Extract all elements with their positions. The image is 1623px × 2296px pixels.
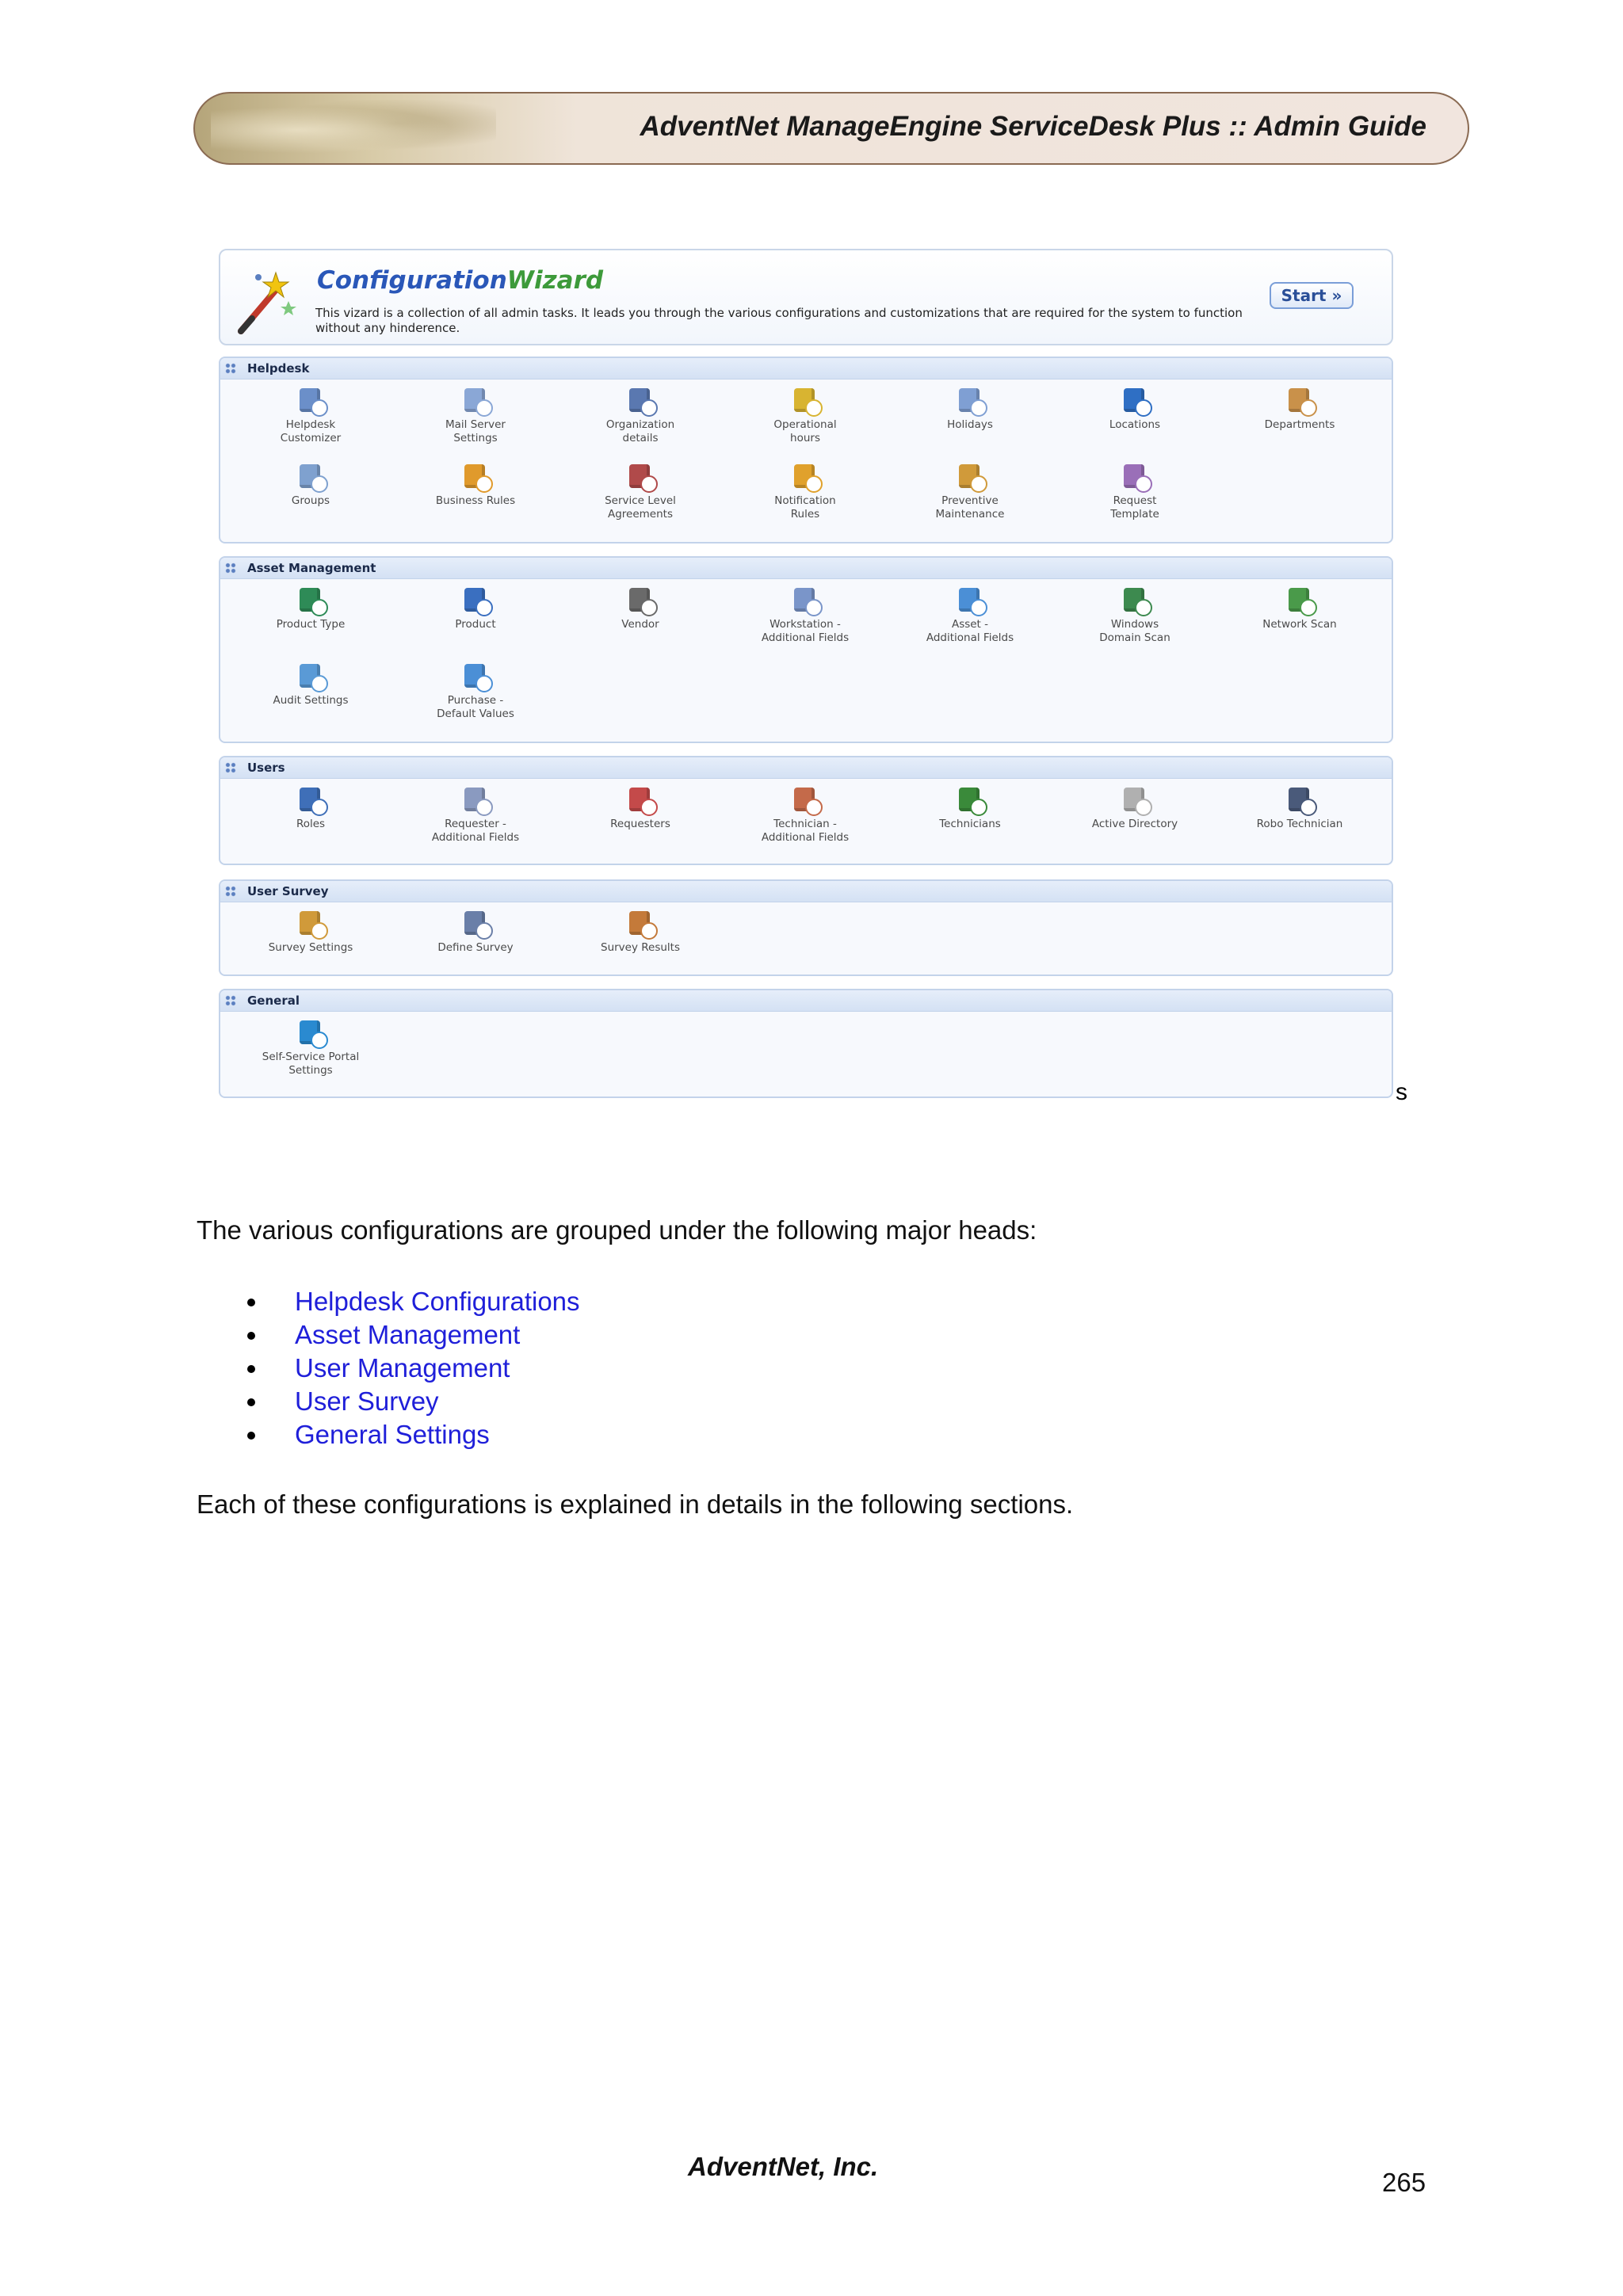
config-item[interactable] [396,582,555,631]
config-item-label: Requesters [610,818,670,830]
wizard-banner [219,249,1393,345]
departments-icon [1282,385,1317,417]
list-item [242,1418,580,1451]
config-item-label: Technician - Additional Fields [761,818,850,844]
config-item-label: Define Survey [437,941,514,954]
panel-helpdesk [219,357,1393,543]
bullet-icon [247,1299,255,1306]
bullet-icon [247,1398,255,1406]
config-item[interactable] [891,781,1049,831]
config-item-label: Mail Server Settings [445,418,506,444]
config-item-label: Product [455,618,496,631]
start-button[interactable]: Start » [1270,282,1354,309]
config-item-label: Robo Technician [1256,818,1343,830]
config-item-label: Roles [296,818,326,830]
link-asset-management[interactable]: Asset Management [295,1320,521,1349]
config-item[interactable] [231,458,390,508]
config-item-label: Network Scan [1262,618,1337,631]
config-item-label: Purchase - Default Values [437,694,514,720]
asset-fields-icon [953,585,987,616]
holidays-icon [953,385,987,417]
config-item[interactable] [231,658,390,707]
config-item-label: Organization details [605,418,675,444]
config-item-label: Technicians [939,818,1001,830]
define-survey-icon [458,908,493,940]
config-item[interactable] [231,382,390,445]
config-item[interactable] [396,382,555,445]
config-item[interactable] [1056,458,1214,521]
config-item[interactable] [231,781,390,831]
config-item-label: Product Type [276,618,346,631]
config-item[interactable] [231,905,390,955]
panel-title: Helpdesk [247,361,310,376]
config-item-label: Survey Results [601,941,680,954]
locations-icon [1117,385,1152,417]
active-directory-icon [1117,784,1152,816]
bullet-icon [247,1365,255,1373]
config-item-label: Service Level Agreements [605,494,676,521]
config-item[interactable] [891,458,1049,521]
document-title: AdventNet ManageEngine ServiceDesk Plus :: Admin Guide [640,111,1426,142]
config-links-list [242,1285,580,1451]
wizard-title: ConfigurationWizard [317,266,604,295]
purchase-defaults-icon [458,661,493,692]
config-item[interactable] [726,781,884,845]
list-item [242,1318,580,1352]
grip-icon [225,995,236,1006]
config-item-label: Windows Domain Scan [1099,618,1170,644]
config-item[interactable] [561,458,720,521]
helpdesk-customizer-icon [293,385,328,417]
config-item-label: Survey Settings [268,941,353,954]
config-item[interactable] [396,781,555,845]
banner-decoration [211,100,496,160]
config-item[interactable] [396,905,555,955]
config-item-label: Business Rules [435,494,516,507]
grip-icon [225,363,236,374]
config-item[interactable] [561,781,720,831]
link-general-settings[interactable]: General Settings [295,1420,490,1449]
link-user-management[interactable]: User Management [295,1353,510,1383]
config-item-label: Groups [291,494,330,507]
config-item-label: Preventive Maintenance [935,494,1005,521]
roles-icon [293,784,328,816]
sla-icon [623,461,658,493]
grip-icon [225,886,236,897]
product-icon [458,585,493,616]
wizard-description: This vizard is a collection of all admin tasks. It leads you through the various configurations and customizations that are required for the system to function without any hinderence. [315,306,1243,335]
network-scan-icon [1282,585,1317,616]
config-item-label: Notification Rules [774,494,836,521]
survey-results-icon [623,908,658,940]
panel-users [219,756,1393,865]
footer-company: AdventNet, Inc. [688,2152,879,2181]
page-number: 265 [1382,2168,1426,2197]
list-item [242,1385,580,1418]
list-item [242,1285,580,1318]
robo-technician-icon [1282,784,1317,816]
product-type-icon [293,585,328,616]
config-item[interactable] [561,905,720,955]
config-item-label: Workstation - Additional Fields [761,618,850,644]
survey-settings-icon [293,908,328,940]
config-item[interactable] [561,382,720,445]
config-item[interactable] [1056,781,1214,831]
config-item-label: Asset - Additional Fields [926,618,1014,644]
config-item-label: Departments [1264,418,1335,431]
config-item-label: Holidays [947,418,993,431]
grip-icon [225,762,236,773]
config-item[interactable] [726,458,884,521]
groups-icon [293,461,328,493]
panel-title: General [247,994,300,1008]
operational-hours-icon [788,385,823,417]
notification-rules-icon [788,461,823,493]
organization-icon [623,385,658,417]
config-item[interactable] [1056,582,1214,645]
config-item-label: Locations [1109,418,1161,431]
config-item[interactable] [231,582,390,631]
config-item[interactable] [231,1014,390,1077]
config-item-label: Active Directory [1091,818,1178,830]
panel-title: User Survey [247,884,329,898]
grip-icon [225,563,236,574]
config-item[interactable] [1220,781,1379,831]
panel-title: Asset Management [247,561,376,575]
self-service-icon [293,1017,328,1049]
config-item[interactable] [396,658,555,721]
request-template-icon [1117,461,1152,493]
config-item-label: Helpdesk Customizer [280,418,342,444]
config-item-label: Requester - Additional Fields [431,818,520,844]
config-item[interactable] [1220,382,1379,432]
requester-fields-icon [458,784,493,816]
config-item-label: Audit Settings [273,694,349,707]
stray-character: s [1396,1079,1407,1105]
config-item[interactable] [726,382,884,445]
config-item[interactable] [396,458,555,508]
requesters-icon [623,784,658,816]
panel-general [219,989,1393,1098]
config-item-label: Self-Service Portal Settings [262,1051,360,1077]
panel-title: Users [247,761,285,775]
intro-paragraph: The various configurations are grouped under the following major heads: [197,1215,1037,1245]
config-item-label: Request Template [1110,494,1159,521]
config-item[interactable] [891,582,1049,645]
config-item-label: Vendor [621,618,659,631]
technicians-icon [953,784,987,816]
config-item[interactable] [1056,382,1214,432]
mail-server-icon [458,385,493,417]
panel-asset-management [219,556,1393,743]
list-item [242,1352,580,1385]
business-rules-icon [458,461,493,493]
panel-user-survey [219,879,1393,976]
link-user-survey[interactable]: User Survey [295,1386,439,1416]
windows-scan-icon [1117,585,1152,616]
wizard-wand-icon [235,266,298,338]
config-item-label: Operational hours [773,418,837,444]
config-item[interactable] [1220,582,1379,631]
workstation-fields-icon [788,585,823,616]
technician-fields-icon [788,784,823,816]
config-item[interactable] [726,582,884,645]
audit-settings-icon [293,661,328,692]
link-helpdesk-configurations[interactable]: Helpdesk Configurations [295,1287,580,1316]
bullet-icon [247,1432,255,1440]
config-item[interactable] [891,382,1049,432]
config-item[interactable] [561,582,720,631]
bullet-icon [247,1332,255,1340]
header-banner [193,92,1469,165]
preventive-maintenance-icon [953,461,987,493]
outro-paragraph: Each of these configurations is explained in details in the following sections. [197,1489,1074,1519]
vendor-icon [623,585,658,616]
config-wizard-screenshot [214,244,1395,1104]
